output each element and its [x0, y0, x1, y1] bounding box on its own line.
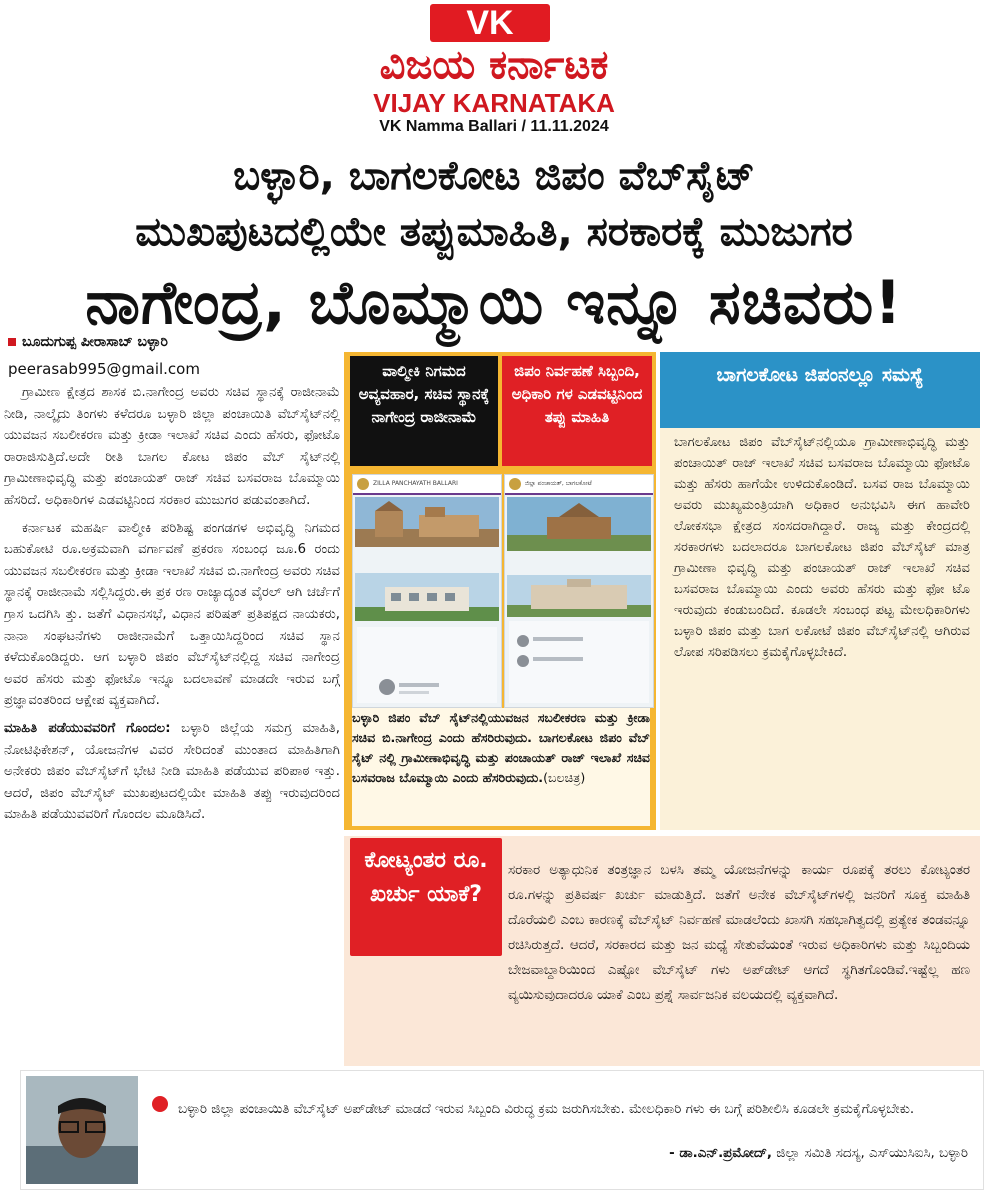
emblem-icon [357, 478, 369, 490]
bagalkot-minister-cards [509, 621, 649, 703]
ballari-minister-cards [357, 627, 497, 703]
edition-date: VK Namma Ballari / 11.11.2024 [379, 118, 609, 135]
ballari-site-header: ZILLA PANCHAYATH BALLARI [353, 475, 501, 495]
bagalkot-paragraph: ಬಾಗಲಕೋಟ ಜಿಪಂ ವೆಬ್‌ಸೈಟ್‌ನಲ್ಲಿಯೂ ಗ್ರಾಮೀಣಾಭಿವೃದ್ಧಿ ಮತ್ತು ಪಂಚಾಯಿತ್ ರಾಜ್ ಇಲಾಖೆ ಸಚಿವ ಬಸವರಾಜ ಬೊಮ್ಮಾಯಿ ಫೋಟೊ ಮತ್ತು ಹೆಸರು ಹಾಗೆಯೇ ಉಳಿದುಕೊಂಡಿದೆ. ಬಸವ ರಾಜ ಬೊಮ್ಮಾಯಿ ಅವರು ಮುಖ್ಯಮಂತ್ರಿಯಾಗಿ ಅಧಿಕಾರ ಅನುಭವಿಸಿ ಈಗ ಹಾವೇರಿ ಲೋಕಸಭಾ ಕ್ಷೇತ್ರದ ಸಂಸದರಾಗಿದ್ದಾರೆ. ರಾಜ್ಯ ಮತ್ತು ಕೇಂದ್ರದಲ್ಲಿ ಸರಕಾರಗಳು ಬದಲಾದರೂ ಬಾಗಲಕೋಟ ಜಿಪಂ ವೆಬ್‌ಸೈಟ್ ಮಾತ್ರ ಗ್ರಾಮೀಣಾ ಭಿವೃದ್ಧಿ ಮತ್ತು ಪಂಚಾಯತ್ ರಾಜ್ ಇಲಾಖೆ ಸಚಿವ ಬಸವರಾಜ ಬೊಮ್ಮಾಯಿ ಎಂದು ಅವರು ಹೆಸರು ಮತ್ತು ಫೋ ಟೊ ಇರುವುದು ಕಂಡುಬಂದಿದೆ. ಕೂಡಲೇ ಸಂಬಂಧ ಪಟ್ಟ ಮೇಲಧಿಕಾರಿಗಳು ಬಳ್ಳಾರಿ ಜಿಪಂ ಮತ್ತು ಬಾಗ ಲಕೋಟೆ ಜಿಪಂ ವೆಬ್‌ಸೈಟ್‌ನಲ್ಲಿ ಆಗಿರುವ ಲೋಪ ಸರಿಪಡಿಸಲು ಕ್ರಮಕೈಗೊಳ್ಳಬೇಕಿದೆ. [674, 435, 970, 660]
caption-text: ಬಳ್ಳಾರಿ ಜಿಪಂ ವೆಬ್ ಸೈಟ್‌ನಲ್ಲಿಯುವಜನ ಸಬಲೀಕರಣ ಮತ್ತು ಕ್ರೀಡಾ ಸಚಿವ ಬಿ.ನಾಗೇಂದ್ರ ಎಂದು ಹೆಸರಿರುವುದು. ಬಾಗಲಕೋಟ ಜಿಪಂ ವೆಬ್ ಸೈಟ್ ನಲ್ಲಿ ಗ್ರಾಮೀಣಾಭಿವೃದ್ಧಿ ಮತ್ತು ಪಂಚಾಯತ್ ರಾಜ್ ಇಲಾಖೆ ಸಚಿವ ಬಸವರಾಜ ಬೊಮ್ಮಾಯಿ ಎಂದು ಹೆಸರಿರುವುದು. [352, 710, 650, 785]
author-photo [26, 1076, 138, 1184]
bagalkot-site-header: ಜಿಲ್ಲಾ ಪಂಚಾಯತ್, ಬಾಗಲಕೋಟೆ [505, 475, 653, 495]
caption-credit: (ಬಲಚಿತ್ರ) [543, 770, 586, 785]
headline-line-1: ಬಳ್ಳಾರಿ, ಬಾಗಲಕೋಟ ಜಿಪಂ ವೆಬ್‌ಸೈಟ್ [233, 153, 755, 199]
infobox-black: ವಾಲ್ಮೀಕಿ ನಿಗಮದ ಅವ್ಯವಹಾರ, ಸಚಿವ ಸ್ಥಾನಕ್ಕೆ ನಾಗೇಂದ್ರ ರಾಜೀನಾಮೆ [350, 356, 498, 466]
bagalkot-website-screenshot [504, 474, 654, 708]
article-body-left [4, 382, 340, 1052]
paragraph-2: ಕರ್ನಾಟಕ ಮಹರ್ಷಿ ವಾಲ್ಮೀಕಿ ಪರಿಶಿಷ್ಟ ಪಂಗಡಗಳ ಅಭಿವೃದ್ಧಿ ನಿಗಮದ ಬಹುಕೋಟಿ ರೂ.ಅಕ್ರಮವಾಗಿ ವರ್ಗಾವಣೆ ಪ್ರಕರಣ ಸಂಬಂಧ ಜೂ.6 ರಂದು ಯುವಜನ ಸಬಲೀಕರಣ ಮತ್ತು ಕ್ರೀಡಾ ಇಲಾಖೆ ಸಚಿವ ಬಿ.ನಾಗೇಂದ್ರ ಅವರು ಸಚಿವ ಸ್ಥಾನಕ್ಕೆ ರಾಜೀನಾಮೆ ಸಲ್ಲಿಸಿದ್ದರು.ಈ ಪ್ರಕ ರಣ ರಾಜ್ಯಾದ್ಯಂತ ವೈರಲ್ ಆಗಿ ಚರ್ಚೆಗೆ ಗ್ರಾಸ ಒದಗಿಸಿ ತ್ತು. ಜತೆಗೆ ವಿಧಾನಸಭೆ, ವಿಧಾನ ಪರಿಷತ್ ಪ್ರತಿಪಕ್ಷದ ನಾಯಕರು, ನಾನಾ ಸಂಘಟನೆಗಳು ರಾಜೀನಾಮೆಗೆ ಒತ್ತಾಯಿಸಿದ್ದರಿಂದ ಸಚಿವ ಸ್ಥಾನ ಕಳೆದುಕೊಂಡಿದ್ದರು. ಆಗ ಬಳ್ಳಾರಿ ಜಿಪಂ ವೆಬ್‌ಸೈಟ್‌ನಲ್ಲಿದ್ದ ಸಚಿವ ನಾಗೇಂದ್ರ ಅವರ ಹೆಸರು ಮತ್ತು ಫೋಟೊ ಇನ್ನೂ ಬದಲಾವಣೆ ಮಾಡದೇ ಇರುವ ಬಗ್ಗೆ ಪ್ರಜ್ಞಾವಂತರಿಂದ ಆಕ್ಷೇಪ ವ್ಯಕ್ತವಾಗಿದೆ. [4, 520, 340, 709]
byline [8, 334, 340, 350]
vk-logo: VK [430, 4, 550, 42]
paragraph-3-text: ಬಳ್ಳಾರಿ ಜಿಲ್ಲೆಯ ಸಮಗ್ರ ಮಾಹಿತಿ, ನೋಟಿಫಿಕೇಶನ್, ಯೋಜನೆಗಳ ವಿವರ ಸೇರಿದಂತೆ ಮುಂತಾದ ಮಾಹಿತಿಗಾಗಿ ಅನೇಕರು ಜಿಪಂ ವೆಬ್‌ಸೈಟ್‌ಗೆ ಭೇಟಿ ನೀಡಿ ಮಾಹಿತಿ ಪಡೆಯುವ ಪರಿಪಾಠ ಇತ್ತು. ಆದರೆ, ಜಿಪಂ ವೆಬ್‌ಸೈಟ್ ಮುಖಪುಟದಲ್ಲಿಯೇ ಮಾಹಿತಿ ತಪ್ಪು ಇರುವುದರಿಂದ ಮಾಹಿತಿ ಪಡೆಯುವವರಿಗೆ ಗೊಂದಲ ಮೂಡಿಸಿದೆ. [4, 720, 340, 823]
byline-email: peerasab995@gmail.com [8, 360, 200, 378]
quote-author-name: - ಡಾ.ಎನ್.ಪ್ರಮೋದ್, [669, 1146, 772, 1161]
emblem-icon [509, 478, 521, 490]
infobox-red: ಜಿಪಂ ನಿರ್ವಹಣೆ ಸಿಬ್ಬಂದಿ, ಅಧಿಕಾರಿ ಗಳ ಎಡವಟ್ಟಿನಿಂದ ತಪ್ಪು ಮಾಹಿತಿ [502, 356, 652, 466]
bagalkot-temple-photo [507, 497, 651, 551]
quote-text: ಬಳ್ಳಾರಿ ಜಿಲ್ಲಾ ಪಂಚಾಯಿತಿ ವೆಬ್‌ಸೈಟ್ ಅಪ್‌ಡೇಟ್ ಮಾಡದೆ ಇರುವ ಸಿಬ್ಬಂದಿ ವಿರುದ್ಧ ಕ್ರಮ ಜರುಗಿಸಬೇಕು. ಮೇಲಧಿಕಾರಿ ಗಳು ಈ ಬಗ್ಗೆ ಪರಿಶೀಲಿಸಿ ಕೂಡಲೇ ಕ್ರಮಕೈಗೊಳ್ಳಬೇಕು. [178, 1102, 915, 1117]
quote-bullet-icon [152, 1096, 168, 1112]
masthead-english: VIJAY KARNATAKA [373, 88, 615, 118]
bagalkot-text [674, 432, 970, 663]
crores-text [508, 858, 970, 1008]
bagalkot-header: ಬಾಗಲಕೋಟ ಜಿಪಂನಲ್ಲೂ ಸಮಸ್ಯೆ [660, 352, 980, 428]
byline-square-icon [8, 338, 16, 346]
quote-author [430, 1146, 968, 1161]
paragraph-1: ಗ್ರಾಮೀಣ ಕ್ಷೇತ್ರದ ಶಾಸಕ ಬಿ.ನಾಗೇಂದ್ರ ಅವರು ಸಚಿವ ಸ್ಥಾನಕ್ಕೆ ರಾಜೀನಾಮೆ ನೀಡಿ, ನಾಲ್ಕೈದು ತಿಂಗಳು ಕಳೆದರೂ ಬಳ್ಳಾರಿ ಜಿಲ್ಲಾ ಪಂಚಾಯಿತಿ ವೆಬ್‌ಸೈಟ್‌ನಲ್ಲಿ ಯುವಜನ ಸಬಲೀಕರಣ ಮತ್ತು ಕ್ರೀಡಾ ಇಲಾಖೆ ಸಚಿವ ಎಂದು ಹೆಸರು, ಫೋಟೊ ರಾರಾಜಿಸುತ್ತಿದೆ.ಅದೇ ರೀತಿ ಬಾಗಲ ಕೋಟ ಜಿಪಂ ವೆಬ್ ಸೈಟ್‌ನಲ್ಲಿ ಗ್ರಾಮೀಣಾಭಿವೃದ್ಧಿ ಮತ್ತು ಪಂಚಾಯತ್ ರಾಜ್ ಸಚಿವ ಬಸವರಾಜ ಬೊಮ್ಮಾಯಿ ಹೆಸರಿದೆ. ಅಧಿಕಾರಿಗಳ ಎಡವಟ್ಟಿನಿಂದ ಸರಕಾರ ಮುಜುಗರ ಪಡುವಂತಾಗಿದೆ. [4, 385, 340, 508]
headline-line-2: ಮುಖಪುಟದಲ್ಲಿಯೇ ತಪ್ಪುಮಾಹಿತಿ, ಸರಕಾರಕ್ಕೆ ಮುಜುಗರ [135, 209, 853, 255]
byline-author: ಬೂದುಗುಪ್ಪ ಪೀರಾಸಾಬ್ ಬಳ್ಳಾರಿ [22, 334, 168, 350]
subheading: ಮಾಹಿತಿ ಪಡೆಯುವವರಿಗೆ ಗೊಂದಲ: [4, 720, 171, 736]
crores-header: ಕೋಟ್ಯಂತರ ರೂ. ಖರ್ಚು ಯಾಕೆ? [350, 838, 502, 956]
headline-main: ನಾಗೇಂದ್ರ, ಬೊಮ್ಮಾಯಿ ಇನ್ನೂ ಸಚಿವರು! [85, 268, 903, 338]
masthead-kannada: ವಿಜಯ ಕರ್ನಾಟಕ [379, 42, 609, 88]
paragraph-3 [4, 718, 340, 826]
ballari-office-photo [355, 573, 499, 621]
quote-author-role: ಜಿಲ್ಲಾ ಸಮಿತಿ ಸದಸ್ಯ, ಎಸ್‌ಯುಸಿಐಸಿ, ಬಳ್ಳಾರಿ [771, 1146, 968, 1161]
bagalkot-office-photo [507, 575, 651, 617]
ballari-website-screenshot [352, 474, 502, 708]
quote-box [20, 1070, 984, 1190]
infobox-caption [352, 708, 650, 826]
ballari-temple-photo [355, 497, 499, 547]
crores-paragraph: ಸರಕಾರ ಅತ್ಯಾಧುನಿಕ ತಂತ್ರಜ್ಞಾನ ಬಳಸಿ ತಮ್ಮ ಯೋಜನೆಗಳನ್ನು ಕಾರ್ಯ ರೂಪಕ್ಕೆ ತರಲು ಕೋಟ್ಯಂತರ ರೂ.ಗಳನ್ನು ಪ್ರತಿವರ್ಷ ಖರ್ಚು ಮಾಡುತ್ತಿದೆ. ಜತೆಗೆ ಅನೇಕ ವೆಬ್‌ಸೈಟ್‌ಗಳಲ್ಲಿ ಜನರಿಗೆ ಸೂಕ್ತ ಮಾಹಿತಿ ದೊರೆಯಲಿ ಎಂಬ ಕಾರಣಕ್ಕೆ ವೆಬ್‌ಸೈಟ್ ನಿರ್ವಹಣೆ ಮಾಡಲೆಂದು ಖಾಸಗಿ ಸಹಭಾಗಿತ್ವದಲ್ಲಿ ಪ್ರತ್ಯೇಕ ತಂಡವನ್ನೂ ರಚಿಸಿರುತ್ತದೆ. ಆದರೆ, ಸರಕಾರದ ಮತ್ತು ಜನ ಮಧ್ಯೆ ಸೇತುವೆಯಂತೆ ಇರುವ ಅಧಿಕಾರಿಗಳು ಮತ್ತು ಸಿಬ್ಬಂದಿಯ ಬೇಜವಾಬ್ದಾರಿಯಿಂದ ಎಷ್ಟೋ ವೆಬ್‌ಸೈಟ್ ಗಳು ಅಪ್‌ಡೇಟ್ ಆಗದೆ ಸ್ಥಗಿತಗೊಂಡಿವೆ.ಇಷ್ಟೆಲ್ಲ ಹಣ ವ್ಯಯಿಸುವುದಾದರೂ ಯಾಕೆ ಎಂಬ ಪ್ರಶ್ನೆ ಸಾರ್ವಜನಿಕ ವಲಯದಲ್ಲಿ ವ್ಯಕ್ತವಾಗಿದೆ. [508, 863, 970, 1003]
